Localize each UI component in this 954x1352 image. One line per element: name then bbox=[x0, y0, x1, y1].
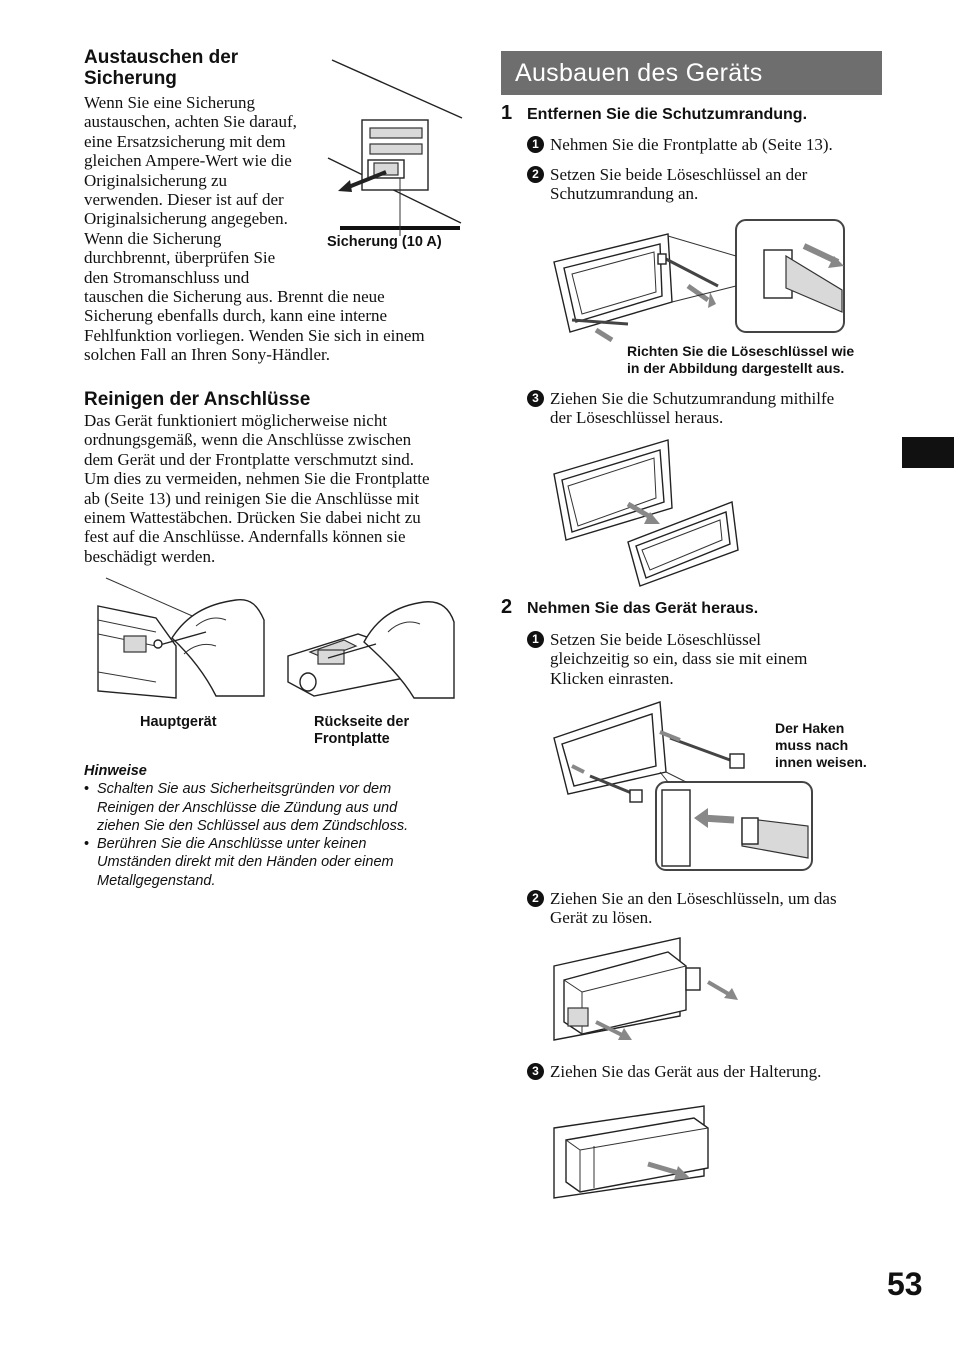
unit-pullout-illustration bbox=[550, 1104, 720, 1200]
release-key-insert-illustration bbox=[550, 216, 850, 346]
step-marker-3: 3 bbox=[527, 390, 544, 407]
step-marker-3: 3 bbox=[527, 1063, 544, 1080]
note-item: • Schalten Sie aus Sicherheitsgründen vor dem Reinigen der Anschlüsse die Zündung aus und ziehen Sie den Schlüssel aus dem Zündschloss. bbox=[84, 780, 464, 835]
step-marker-2: 2 bbox=[527, 890, 544, 907]
step2-sub3: 3 Ziehen Sie das Gerät aus der Halterung. bbox=[527, 1062, 910, 1081]
page-number: 53 bbox=[887, 1266, 923, 1302]
step1-sub3: 3 Ziehen Sie die Schutzumrandung mithilfe der Löseschlüssel heraus. bbox=[527, 389, 910, 428]
frame-removal-illustration bbox=[550, 434, 750, 590]
step-marker-1: 1 bbox=[527, 136, 544, 153]
step2-sub1: 1 Setzen Sie beide Löseschlüssel gleichzeitig so ein, dass sie mit einem Klicken einrasten. bbox=[527, 630, 910, 688]
notes bbox=[84, 762, 464, 890]
fuse-label: Sicherung (10 A) bbox=[327, 234, 442, 250]
fuse-body: Wenn Sie eine Sicherung austauschen, achten Sie darauf, eine Ersatzsicherung mit dem gleichen Ampere-Wert wie die Originalsicherung zu verwenden. Dieser ist auf der Originalsicherung angegeben. Wenn die Sicherung durchbrennt, überprüfen Sie den Stromanschluss und tauschen die Sicherung aus. Brennt die neue Sicherung ebenfalls durch, kann eine interne Fehlfunktion vorliegen. Wenden Sie sich in einem solchen Fall an Ihren Sony-Händler. bbox=[84, 93, 425, 365]
step2-number: 2 bbox=[501, 596, 513, 618]
note-item: • Berühren Sie die Anschlüsse unter keinen Umständen direkt mit den Händen oder einem Metallgegenstand. bbox=[84, 835, 464, 890]
step-marker-1: 1 bbox=[527, 631, 544, 648]
section-banner: Ausbauen des Geräts bbox=[501, 51, 882, 95]
notes-heading: Hinweise bbox=[84, 763, 147, 779]
step1-sub1: 1 Nehmen Sie die Frontplatte ab (Seite 13). bbox=[527, 135, 910, 154]
step1-sub2: 2 Setzen Sie beide Löseschlüssel an der Schutzumrandung an. bbox=[527, 165, 910, 204]
hook-note: Der Haken muss nach innen weisen. bbox=[775, 720, 867, 770]
step1-number: 1 bbox=[501, 102, 513, 124]
clean-main-unit-illustration bbox=[96, 576, 268, 706]
clean-back-panel-illustration bbox=[284, 598, 456, 698]
label-main-unit: Hauptgerät bbox=[140, 714, 217, 730]
label-back-panel: Rückseite der Frontplatte bbox=[314, 714, 410, 747]
clean-body: Das Gerät funktioniert möglicherweise nicht ordnungsgemäß, wenn die Anschlüsse zwischen dem Gerät und der Frontplatte verschmutzt sind. Um dies zu vermeiden, nehmen Sie die Frontplatte ab (Seite 13) und reinigen Sie die Anschlüsse mit einem Wattestäbchen. Drücken Sie dabei nicht zu fest auf die Anschlüsse. Andernfalls können sie beschädigt werden. bbox=[84, 411, 430, 566]
clean-heading: Reinigen der Anschlüsse bbox=[84, 389, 311, 410]
fuse-heading: Austauschen der Sicherung bbox=[84, 47, 239, 89]
step2-title: Nehmen Sie das Gerät heraus. bbox=[527, 600, 759, 617]
step1-title: Entfernen Sie die Schutzumrandung. bbox=[527, 106, 808, 123]
step-marker-2: 2 bbox=[527, 166, 544, 183]
section-tab-marker bbox=[902, 437, 954, 468]
unit-release-illustration bbox=[550, 936, 750, 1046]
step2-sub2: 2 Ziehen Sie an den Löseschlüsseln, um das Gerät zu lösen. bbox=[527, 889, 910, 928]
fuse-illustration bbox=[326, 58, 466, 238]
fig-caption-align-keys: Richten Sie die Löseschlüssel wie in der Abbildung dargestellt aus. bbox=[627, 343, 855, 376]
